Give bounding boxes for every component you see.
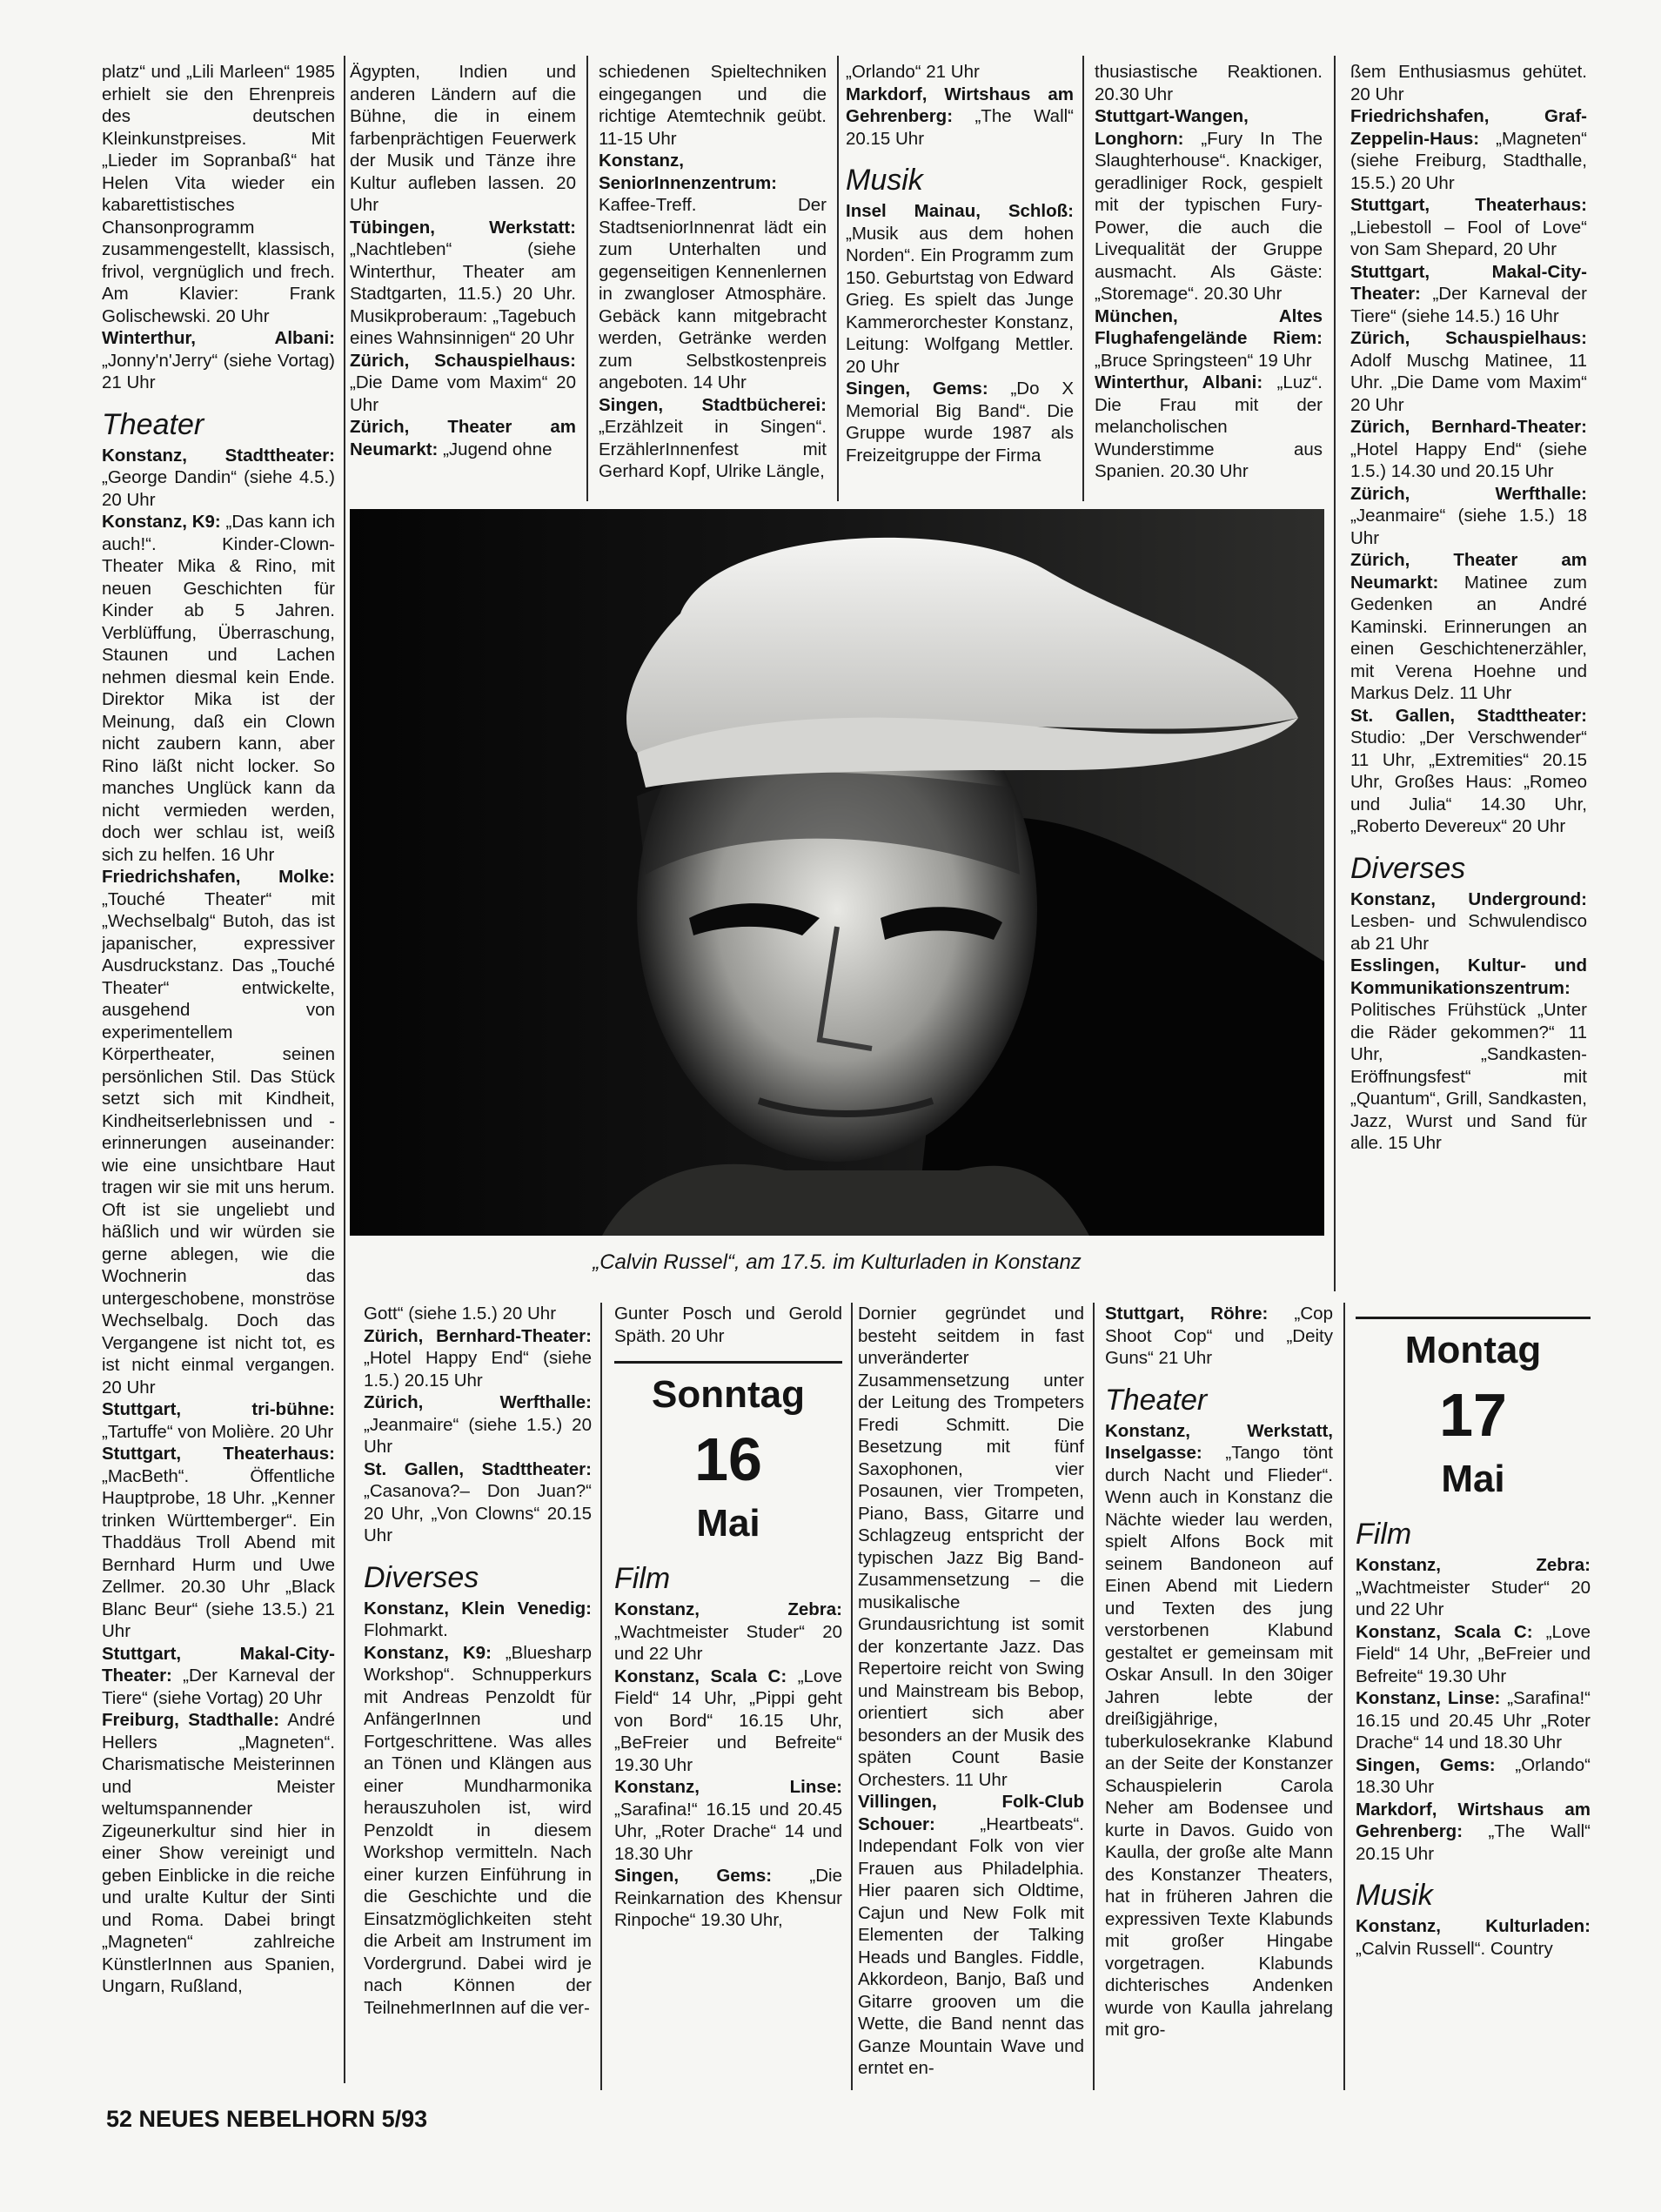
venue-label: Villingen, Folk-Club Schouer: — [858, 1792, 1084, 1834]
venue-label: Singen, Stadtbücherei: — [599, 394, 827, 415]
venue-label: Stuttgart, tri-bühne: — [102, 1399, 335, 1419]
event-description: Kaffee-Treff. Der StadtseniorInnenrat lädt ein zum Unterhalten und gegenseitigen Kennenlernen in zwangloser Atmosphäre. Gebäck kann mitgebracht werden, Getränke werden zum Selbstkostenpreis angeboten. 14 Uhr — [599, 195, 827, 392]
portrait-photo — [350, 509, 1324, 1236]
event-description: „Casanova?– Don Juan?“ 20 Uhr, „Von Clowns“ 20.15 Uhr — [364, 1481, 592, 1545]
listing-text: platz“ und „Lili Marleen“ 1985 erhielt sie den Ehrenpreis des deutschen Kleinkunstpreises. Mit „Lieder im Sopranbaß“ hat Helen Vita wieder ein kabarettistisches Chansonprogramm zusammengestellt, klassisch, frivol, vergnüglich und frech. Am Klavier: Frank Golischewski. 20 Uhr — [102, 62, 335, 326]
event-description: „Hotel Happy End“ (siehe 1.5.) 20.15 Uhr — [364, 1348, 592, 1391]
event-listing — [1356, 1687, 1591, 1754]
venue-label: Stuttgart, Makal-City-Theater: — [1350, 261, 1587, 304]
venue-label: Konstanz, Linse: — [614, 1777, 842, 1797]
event-description: „Jonny'n'Jerry“ (siehe Vortag) 21 Uhr — [102, 350, 335, 392]
event-description: Politisches Frühstück „Unter die Räder gekommen?“ 11 Uhr, „Sandkasten-Eröffnungsfest“ mit „Quantum“, Grill, Sandkasten, Jazz, Wurst und Sand für alle. 15 Uhr — [1350, 1000, 1587, 1153]
listing-text: thusiastische Reaktionen. 20.30 Uhr — [1095, 62, 1323, 104]
event-description: „The Wall“ 20.15 Uhr — [846, 106, 1074, 149]
column-rule — [1334, 56, 1336, 1291]
venue-label: Konstanz, Zebra: — [614, 1599, 842, 1619]
event-description: „Sarafina!“ 16.15 und 20.45 Uhr, „Roter Drache“ 14 und 18.30 Uhr — [614, 1799, 842, 1864]
event-listing — [614, 1599, 842, 1666]
column-top-5 — [1095, 61, 1323, 492]
section-heading: Theater — [102, 407, 204, 441]
event-listing — [1095, 105, 1323, 305]
listing-text: Ägypten, Indien und anderen Ländern auf die Bühne, die in einem farbenprächtigen Feuerwerk der Musik und Tänze ihre Kultur aufleben lassen. 20 Uhr — [350, 62, 576, 215]
event-description: „Jeanmaire“ (siehe 1.5.) 18 Uhr — [1350, 506, 1587, 548]
venue-label: St. Gallen, Stadttheater: — [1350, 705, 1587, 726]
event-description: „Die Reinkarnation des Khensur Rinpoche“ 19.30 Uhr, — [614, 1866, 842, 1930]
event-description: „Love Field“ 14 Uhr, „Pippi geht von Bord“ 16.15 Uhr, „BeFreier und Befreite“ 19.30 Uhr — [614, 1666, 842, 1775]
event-description: „Der Karneval der Tiere“ (siehe Vortag) 20 Uhr — [102, 1666, 335, 1708]
event-description: „Fury In The Slaughterhouse“. Knackiger, geradliniger Rock, gespielt mit der typischen Fury-Power, die auch die Livequalität der Gruppe ausmacht. Als Gäste: „Storemage“. 20.30 Uhr — [1095, 128, 1323, 304]
event-listing — [102, 1643, 335, 1710]
month-label: Mai — [1441, 1458, 1505, 1500]
event-description: „Musik aus dem hohen Norden“. Ein Programm zum 150. Geburtstag von Edward Grieg. Es spielt das Junge Kammerorchester Konstanz, Leitung: Wolfgang Mettler. 20 Uhr — [846, 223, 1074, 377]
event-listing — [846, 200, 1074, 378]
section-heading: Diverses — [364, 1560, 479, 1594]
event-description: „The Wall“ 20.15 Uhr — [1356, 1821, 1591, 1864]
event-listing — [350, 416, 576, 460]
venue-label: Zürich, Bernhard-Theater: — [1350, 417, 1587, 437]
venue-label: Freiburg, Stadthalle: — [102, 1710, 280, 1730]
column-top-2 — [350, 61, 576, 492]
event-description: „Hotel Happy End“ (siehe 1.5.) 14.30 und 20.15 Uhr — [1350, 439, 1587, 481]
event-description: „Bruce Springsteen“ 19 Uhr — [1095, 350, 1312, 371]
column-bottom-3 — [614, 1303, 842, 2081]
venue-label: Insel Mainau, Schloß: — [846, 201, 1074, 221]
weekday-label: Sonntag — [652, 1373, 805, 1416]
venue-label: Konstanz, Scala C: — [1356, 1621, 1533, 1642]
section-heading: Film — [614, 1562, 671, 1595]
column-rule — [600, 1303, 602, 2090]
event-description: „Calvin Russell“. Country — [1356, 1938, 1553, 1959]
section-heading: Musik — [1356, 1879, 1433, 1912]
event-listing — [1356, 1554, 1591, 1621]
venue-label: Singen, Gems: — [1356, 1754, 1496, 1775]
event-description: „Die Dame vom Maxim“ 20 Uhr — [350, 372, 576, 415]
event-listing — [350, 350, 576, 417]
event-listing — [364, 1325, 592, 1392]
event-listing — [102, 1443, 335, 1643]
column-rule — [1082, 56, 1084, 501]
venue-label: Konstanz, Klein Venedig: — [364, 1598, 592, 1619]
venue-label: Friedrichshafen, Molke: — [102, 867, 335, 887]
event-description: „Liebestoll – Fool of Love“ von Sam Shepard, 20 Uhr — [1350, 217, 1587, 259]
date-heading — [1356, 1317, 1591, 1504]
column-rule — [344, 56, 345, 2083]
venue-label: Singen, Gems: — [846, 379, 988, 399]
venue-label: Winterthur, Albani: — [1095, 372, 1263, 392]
venue-label: Konstanz, Underground: — [1350, 888, 1587, 909]
event-description: „Magneten“ (siehe Freiburg, Stadthalle, 15.5.) 20 Uhr — [1350, 128, 1587, 193]
venue-label: Konstanz, Stadttheater: — [102, 445, 335, 466]
event-description: „Touché Theater“ mit „Wechselbalg“ Butoh, das ist japanischer, expressiver Ausdruckstanz. Das „Touché Theater“ entwickelte, ausgehend von experimentellem Körpertheater, seinen persönlichen Stil. Das Stück setzt sich mit Kindheit, Kindheitserlebnissen und -erinnerungen auseinander: wie eine unsichtbare Haut tragen wir sie mit uns herum. Oft ist sie ungeliebt und häßlich und wir würden sie gerne ablegen, wie die Wochnerin das untergeschobene, monströse Wechselbalg. Doch das Vergangene ist nicht tot, es ist nicht einmal vergangen. 20 Uhr — [102, 888, 335, 1398]
venue-label: Stuttgart, Theaterhaus: — [102, 1444, 335, 1464]
event-description: „Nachtleben“ (siehe Winterthur, Theater am Stadtgarten, 11.5.) 20 Uhr. Musikproberaum: „Tagebuch eines Wahnsinnigen“ 20 Uhr — [350, 239, 576, 348]
venue-label: Stuttgart, Röhre: — [1105, 1304, 1269, 1324]
event-description: „Cop Shoot Cop“ und „Deity Guns“ 21 Uhr — [1105, 1304, 1333, 1368]
venue-label: Singen, Gems: — [614, 1866, 773, 1886]
event-listing — [1350, 416, 1587, 483]
section-heading: Musik — [846, 164, 923, 197]
event-listing — [1350, 105, 1587, 194]
listing-text: Gott“ (siehe 1.5.) 20 Uhr — [364, 1304, 557, 1324]
venue-label: Konstanz, Werkstatt, Inselgasse: — [1105, 1420, 1333, 1463]
event-description: „Erzählzeit in Singen“. ErzählerInnenfest mit Gerhard Kopf, Ulrike Längle, — [599, 417, 827, 481]
venue-label: Zürich, Werfthalle: — [364, 1392, 592, 1412]
event-description: „Luz“. Die Frau mit der melancholischen Wunderstimme aus Spanien. 20.30 Uhr — [1095, 372, 1323, 481]
column-bottom-2 — [364, 1303, 592, 2081]
column-rule — [586, 56, 588, 501]
venue-label: Zürich, Theater am Neumarkt: — [350, 417, 576, 459]
venue-label: Stuttgart, Theaterhaus: — [1350, 195, 1587, 215]
event-listing — [350, 217, 576, 350]
day-number: 16 — [694, 1425, 762, 1493]
event-listing — [364, 1598, 592, 1642]
venue-label: Konstanz, Scala C: — [614, 1666, 787, 1686]
event-listing — [364, 1391, 592, 1458]
event-description: „Das kann ich auch!“. Kinder-Clown-Theater Mika & Rino, mit neuen Geschichten für Kinder ab 5 Jahren. Verblüffung, Überraschung, Staunen und Lachen nehmen diesmal kein Ende. Direktor Mika ist der Meinung, daß ein Clown nicht zaubern kann, aber Rino läßt nicht locker. So manches Unglück kann da nicht vermieden werden, doch wer schlau ist, weiß sich zu helfen. 16 Uhr — [102, 512, 335, 865]
event-listing — [846, 84, 1074, 151]
event-listing — [364, 1642, 592, 2020]
column-top-4 — [846, 61, 1074, 492]
event-listing — [1350, 194, 1587, 261]
section-heading: Diverses — [1350, 851, 1466, 885]
page-footer: 52 NEUES NEBELHORN 5/93 — [106, 2106, 428, 2132]
event-listing — [102, 327, 335, 394]
venue-label: Konstanz, K9: — [102, 512, 221, 532]
event-listing — [1356, 1799, 1591, 1866]
venue-label: Konstanz, SeniorInnenzentrum: — [599, 151, 778, 193]
column-rule — [1093, 1303, 1095, 2090]
event-listing — [102, 445, 335, 512]
event-listing — [1350, 483, 1587, 550]
event-listing — [614, 1865, 842, 1932]
event-description: „Heartbeats“. Independant Folk von vier Frauen aus Philadelphia. Hier paaren sich Oldtime, Cajun und New Folk mit Elementen der Talking Heads und Bangles. Fiddle, Akkordeon, Banjo, Baß und Gitarre grooven um die Wette, die Band nennt das Ganze Mountain Wave und erntet en- — [858, 1813, 1084, 2078]
venue-label: Markdorf, Wirtshaus am Gehrenberg: — [846, 84, 1074, 126]
listing-text: Dornier gegründet und besteht seitdem in fast unveränderter Zusammensetzung unter der Leitung des Trompeters Fredi Schmitt. Die Besetzung mit fünf Saxophonen, vier Posaunen, vier Trompeten, Piano, Bass, Gitarre und Schlagzeug entspricht der typischen Jazz Big Band-Zusammensetzung – die musikalische Grundausrichtung ist somit der konzertante Jazz. Das Repertoire reicht von Swing und Mainstream bis Bebop, orientiert sich aber besonders an der Musik des späten Count Basie Orchesters. 11 Uhr — [858, 1304, 1084, 1790]
column-rule — [1343, 1303, 1345, 2090]
event-description: „Der Karneval der Tiere“ (siehe 14.5.) 16 Uhr — [1350, 284, 1587, 326]
section-heading: Film — [1356, 1518, 1412, 1551]
event-description: Adolf Muschg Matinee, 11 Uhr. „Die Dame vom Maxim“ 20 Uhr — [1350, 350, 1587, 415]
venue-label: Tübingen, Werkstatt: — [350, 217, 576, 238]
event-listing — [1350, 327, 1587, 416]
venue-label: Esslingen, Kultur- und Kommunikationszentrum: — [1350, 955, 1587, 998]
column-top-6 — [1350, 61, 1587, 1279]
venue-label: Friedrichshafen, Graf-Zeppelin-Haus: — [1350, 106, 1587, 149]
day-number: 17 — [1439, 1381, 1507, 1449]
weekday-label: Montag — [1404, 1329, 1542, 1371]
event-description: „Bluesharp Workshop“. Schnupperkurs mit Andreas Penzoldt für AnfängerInnen und Fortgeschrittene. Was alles an Tönen und Klängen aus einer Mundharmonika herauszuholen ist, wird Penzoldt in diesem Workshop vermitteln. Nach einer kurzen Einführung in die Geschichte und die Einsatzmöglichkeiten steht die Arbeit am Instrument im Vordergrund. Dabei wird je nach Können der TeilnehmerInnen auf die ver- — [364, 1642, 592, 2018]
event-description: „Tartuffe“ von Molière. 20 Uhr — [102, 1421, 334, 1442]
event-listing — [102, 866, 335, 1398]
event-description: „Sarafina!“ 16.15 und 20.45 Uhr „Roter Drache“ 14 und 18.30 Uhr — [1356, 1688, 1591, 1753]
event-listing — [1356, 1621, 1591, 1688]
venue-label: Stuttgart-Wangen, Longhorn: — [1095, 106, 1249, 149]
month-label: Mai — [696, 1502, 760, 1545]
event-listing — [846, 378, 1074, 466]
event-description: „Jugend ohne — [438, 439, 553, 459]
venue-label: Winterthur, Albani: — [102, 328, 335, 348]
column-top-1 — [102, 61, 335, 2093]
event-listing — [1095, 372, 1323, 483]
event-listing — [1350, 705, 1587, 838]
listing-text: schiedenen Spieltechniken eingegangen und die richtige Atemtechnik geübt. 11-15 Uhr — [599, 62, 827, 149]
event-description: „Tango tönt durch Nacht und Flieder“. Wenn auch in Konstanz die Nächte wieder lau werden, spielt Alfons Bock mit seinem Bandoneon auf Einen Abend mit Liedern und Texten des jung verstorbenen Klabund gestaltet er gemeinsam mit Oskar Ansull. In den 30iger Jahren lebte der dreißigjährige, tuberkulosekranke Klabund an der Seite der Konstanzer Schauspielerin Carola Neher am Bodensee und kurte in Davos. Guido von Kaulla, der große alte Mann des Konstanzer Theaters, hat in früheren Jahren die expressiven Texte Klabunds mit großer Hingabe vorgetragen. Klabunds dichterisches Andenken wurde von Kaulla jahrelang mit gro- — [1105, 1443, 1333, 2040]
portrait-man-in-hat-image — [350, 509, 1324, 1236]
column-bottom-5 — [1105, 1303, 1333, 2081]
column-bottom-4 — [858, 1303, 1084, 2081]
event-listing — [1350, 888, 1587, 955]
event-description: „MacBeth“. Öffentliche Hauptprobe, 18 Uhr. „Kenner trinken Württemberger“. Ein Thaddäus Troll Abend mit Bernhard Hurm und Uwe Zellmer. 20.30 Uhr „Black Blanc Beur“ (siehe 13.5.) 21 Uhr — [102, 1465, 335, 1641]
event-description: „Orlando“ 18.30 Uhr — [1356, 1754, 1591, 1797]
venue-label: Zürich, Werfthalle: — [1350, 483, 1587, 504]
listing-text: ßem Enthusiasmus gehütet. 20 Uhr — [1350, 62, 1587, 104]
event-listing — [1350, 261, 1587, 328]
event-listing — [1356, 1915, 1591, 1960]
event-listing — [1105, 1303, 1333, 1370]
column-rule — [837, 56, 839, 501]
event-description: „George Dandin“ (siehe 4.5.) 20 Uhr — [102, 467, 335, 510]
event-description: André Hellers „Magneten“. Charismatische Meisterinnen und Meister weltumspannender Zigeunerkultur sind hier in einer Show vereinigt und geben Einblicke in die reiche und uralte Kultur der Sinti und Roma. Dabei bringt „Magneten“ zahlreiche KünstlerInnen aus Spanien, Ungarn, Rußland, — [102, 1710, 335, 1996]
event-description: Matinee zum Gedenken an André Kaminski. Erinnerungen an einen Geschichtenerzähler, mit Verena Hoehne und Markus Delz. 11 Uhr — [1350, 572, 1587, 703]
event-description: „Jeanmaire“ (siehe 1.5.) 20 Uhr — [364, 1414, 592, 1457]
event-listing — [102, 511, 335, 866]
event-listing — [614, 1776, 842, 1865]
event-listing — [364, 1458, 592, 1547]
event-description: Flohmarkt. — [364, 1620, 448, 1640]
listing-text: Gunter Posch und Gerold Späth. 20 Uhr — [614, 1304, 842, 1346]
column-top-3 — [599, 61, 827, 492]
event-listing — [1350, 549, 1587, 705]
column-bottom-6 — [1356, 1303, 1591, 2081]
venue-label: München, Altes Flughafengelände Riem: — [1095, 305, 1323, 348]
venue-label: Konstanz, K9: — [364, 1642, 492, 1663]
column-rule — [851, 1303, 853, 2090]
event-listing — [1356, 1754, 1591, 1799]
event-listing — [858, 1791, 1084, 2080]
event-description: „Wachtmeister Studer“ 20 und 22 Uhr — [1356, 1577, 1591, 1619]
venue-label: Markdorf, Wirtshaus am Gehrenberg: — [1356, 1799, 1591, 1841]
venue-label: Konstanz, Kulturladen: — [1356, 1916, 1591, 1936]
event-description: „Do X Memorial Big Band“. Die Gruppe wurde 1987 als Freizeitgruppe der Firma — [846, 379, 1074, 466]
venue-label: Konstanz, Linse: — [1356, 1688, 1501, 1708]
venue-label: Stuttgart, Makal-City-Theater: — [102, 1643, 335, 1686]
venue-label: Konstanz, Zebra: — [1356, 1555, 1591, 1575]
event-listing — [1350, 955, 1587, 1155]
event-description: „Love Field“ 14 Uhr, „BeFreier und Befreite“ 19.30 Uhr — [1356, 1621, 1591, 1686]
venue-label: St. Gallen, Stadttheater: — [364, 1458, 592, 1479]
listing-text: „Orlando“ 21 Uhr — [846, 62, 980, 82]
event-listing — [599, 394, 827, 483]
venue-label: Zürich, Schauspielhaus: — [1350, 328, 1587, 348]
venue-label: Zürich, Theater am Neumarkt: — [1350, 550, 1587, 593]
event-listing — [614, 1666, 842, 1777]
event-listing — [102, 1709, 335, 1998]
event-listing — [1105, 1420, 1333, 2041]
event-listing — [599, 150, 827, 394]
event-listing — [102, 1398, 335, 1443]
date-heading — [614, 1361, 842, 1548]
venue-label: Zürich, Bernhard-Theater: — [364, 1325, 592, 1346]
event-description: „Wachtmeister Studer“ 20 und 22 Uhr — [614, 1621, 842, 1664]
section-heading: Theater — [1105, 1383, 1208, 1417]
venue-label: Zürich, Schauspielhaus: — [350, 350, 576, 371]
event-listing — [1095, 305, 1323, 372]
event-description: Lesben- und Schwulendisco ab 21 Uhr — [1350, 911, 1587, 954]
photo-caption: „Calvin Russel“, am 17.5. im Kulturladen in Konstanz — [593, 1250, 1082, 1274]
event-description: Studio: „Der Verschwender“ 11 Uhr, „Extremities“ 20.15 Uhr, Großes Haus: „Romeo und Julia“ 14.30 Uhr, „Roberto Devereux“ 20 Uhr — [1350, 727, 1587, 836]
